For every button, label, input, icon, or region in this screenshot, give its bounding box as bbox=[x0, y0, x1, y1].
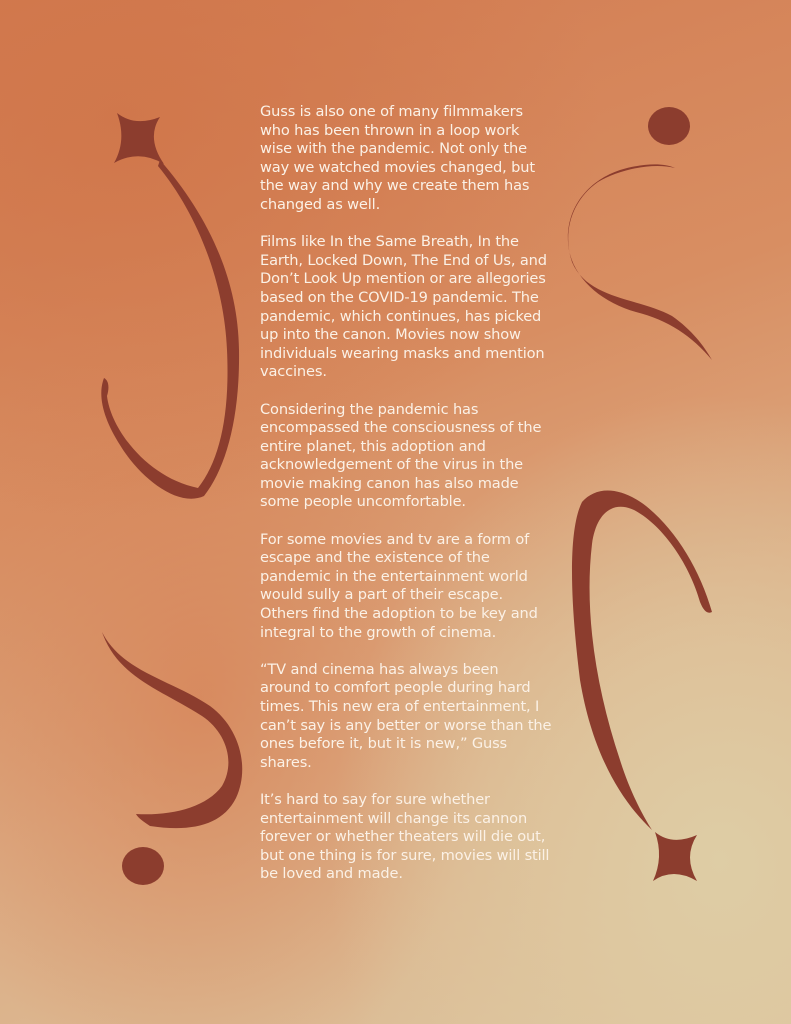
swoosh-icon bbox=[102, 632, 242, 828]
swoosh-icon bbox=[568, 164, 712, 360]
article-paragraph: Considering the pandemic has encompassed the consciousness of the entire planet, this adoption and acknowledgement of the virus in the movie making canon has also made some people uncomfortable. bbox=[260, 400, 542, 511]
swoosh-icon bbox=[572, 490, 712, 830]
sparkle-icon bbox=[653, 832, 697, 881]
article-paragraph: “TV and cinema has always been around to comfort people during hard times. This new era of entertainment, I can’t say is any better or worse than the ones before it, but it is new,” Guss shares. bbox=[260, 660, 552, 771]
sparkle-icon bbox=[114, 113, 164, 164]
article-paragraph: It’s hard to say for sure whether entertainment will change its cannon forever or whether theaters will die out, but one thing is for sure, movies will still be loved and made. bbox=[260, 790, 550, 883]
dot-icon bbox=[122, 847, 164, 885]
article-paragraph: Films like In the Same Breath, In the Earth, Locked Down, The End of Us, and Don’t Look Up mention or are allegories based on the COVID-19 pandemic. The pandemic, which continues, has picked up into the canon. Movies now show individuals wearing masks and mention vaccines. bbox=[260, 233, 547, 381]
swoosh-icon bbox=[101, 160, 239, 499]
article-paragraph: For some movies and tv are a form of escape and the existence of the pandemic in the entertainment world would sully a part of their escape. Others find the adoption to be key and integral to the growth of cinema. bbox=[260, 530, 538, 641]
article-body bbox=[260, 103, 552, 903]
dot-icon bbox=[648, 107, 690, 145]
article-paragraph: Guss is also one of many filmmakers who has been thrown in a loop work wise with the pandemic. Not only the way we watched movies changed, but the way and why we create them has changed as well. bbox=[260, 103, 535, 213]
